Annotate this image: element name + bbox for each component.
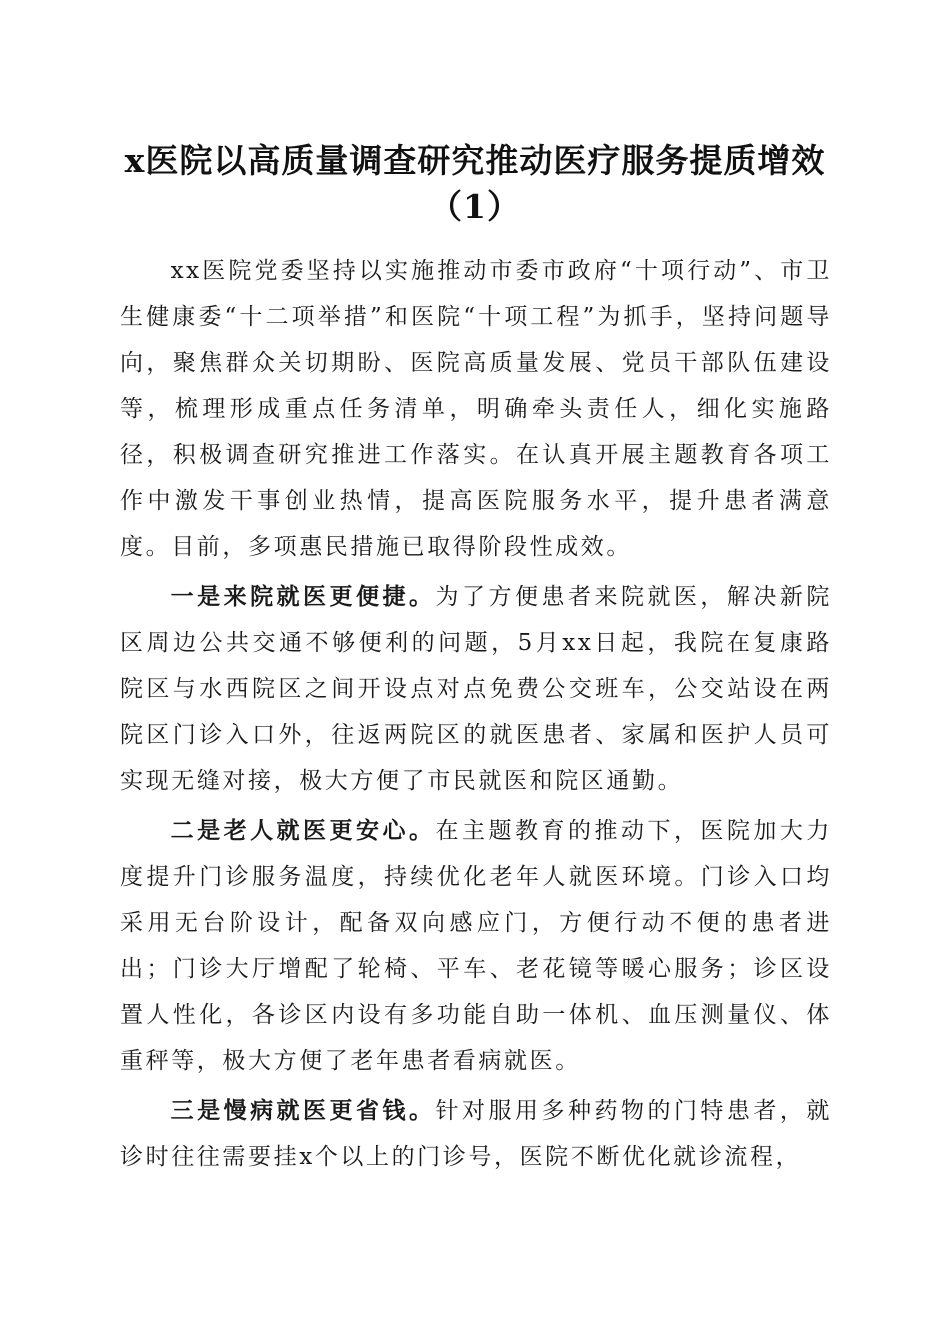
paragraph-elderly-care bbox=[120, 808, 832, 1084]
paragraph-text: 在主题教育的推动下，医院加大力度提升门诊服务温度，持续优化老年人就医环境。门诊入口均采用无台阶设计，配备双向感应门，方便行动不便的患者进出；门诊大厅增配了轮椅、平车、老花镜等暖心服务；诊区设置人性化，各诊区内设有多功能自助一体机、血压测量仪、体重秤等，极大方便了老年患者看病就医。 bbox=[120, 818, 833, 1074]
document-body bbox=[120, 248, 832, 1184]
paragraph-text: 为了方便患者来院就医，解决新院区周边公共交通不够便利的问题，5月xx日起，我院在复康路院区与水西院区之间开设点对点免费公交班车，公交站设在两院区门诊入口外，往返两院区的就医患者、家属和医护人员可实现无缝对接，极大方便了市民就医和院区通勤。 bbox=[120, 584, 833, 794]
paragraph-chronic-savings bbox=[120, 1088, 832, 1180]
paragraph-lead: 二是老人就医更安心。 bbox=[170, 817, 436, 844]
paragraph-intro bbox=[120, 248, 832, 570]
paragraph-convenient-access bbox=[120, 574, 832, 804]
document-title: x医院以高质量调查研究推动医疗服务提质增效（1） bbox=[124, 141, 826, 226]
paragraph-text: xx医院党委坚持以实施推动市委市政府“十项行动”、市卫生健康委“十二项举措”和医院“十项工程”为抓手，坚持问题导向，聚焦群众关切期盼、医院高质量发展、党员干部队伍建设等，梳理形成重点任务清单，明确牵头责任人，细化实施路径，积极调查研究推进工作落实。在认真开展主题教育各项工作中激发干事创业热情，提高医院服务水平，提升患者满意度。目前，多项惠民措施已取得阶段性成效。 bbox=[120, 258, 832, 560]
paragraph-text: 针对服用多种药物的门特患者，就诊时往往需要挂x个以上的门诊号，医院不断优化就诊流程， bbox=[120, 1098, 833, 1170]
paragraph-lead: 一是来院就医更便捷。 bbox=[170, 583, 436, 610]
paragraph-lead: 三是慢病就医更省钱。 bbox=[170, 1097, 436, 1124]
